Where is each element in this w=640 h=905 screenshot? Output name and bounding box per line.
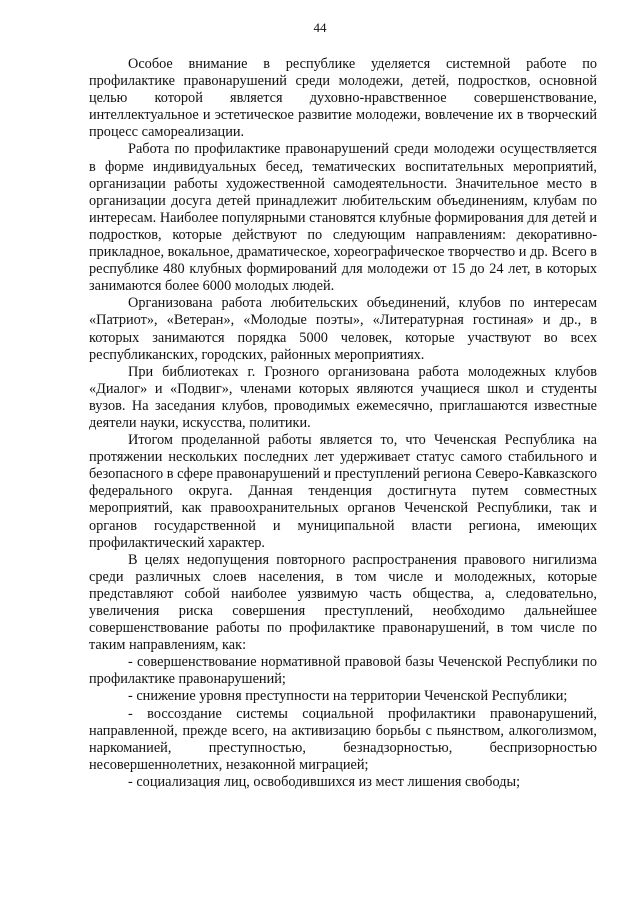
paragraph: Особое внимание в республике уделяется системной работе по профилактике правонарушений среди молодежи, детей, подростков, основной целью которой является духовно-нравственное совершенствование, интеллектуальное и эстетическое развитие молодежи, вовлечение их в творческий процесс самореализации. [89,56,597,141]
paragraph: В целях недопущения повторного распространения правового нигилизма среди различных слоев населения, в том числе и молодежных, которые представляют собой наиболее уязвимую часть общества, а, следовательно, увеличения риска совершения преступлений, необходимо дальнейшее совершенствование работы по профилактике правонарушений, в том числе по таким направлениям, как: [89,551,597,654]
paragraph: Организована работа любительских объединений, клубов по интересам «Патриот», «Ветеран», «Молодые поэты», «Литературная гостиная» и др., в которых занимаются порядка 5000 человек, которые участвуют во всех республиканских, городских, районных мероприятиях. [89,295,597,363]
paragraph: Работа по профилактике правонарушений среди молодежи осуществляется в форме индивидуальных бесед, тематических воспитательных мероприятий, организации работы художественной самодеятельности. Значительное место в организации досуга детей принадлежит любительским объединениям, клубам по интересам. Наиболее популярными становятся клубные формирования для детей и подростков, которые действуют по следующим направлениям: декоративно-прикладное, вокальное, драматическое, хореографическое творчество и др. Всего в республике 480 клубных формирований для молодежи от 15 до 24 лет, в которых занимаются более 6000 молодых людей. [89,141,597,295]
list-item: - воссоздание системы социальной профилактики правонарушений, направленной, прежде всего, на активизацию борьбы с пьянством, алкоголизмом, наркоманией, преступностью, безнадзорностью, беспризорностью несовершеннолетних, незаконной миграцией; [89,705,597,773]
document-body [89,56,597,791]
paragraph: Итогом проделанной работы является то, что Чеченская Республика на протяжении нескольких последних лет удерживает статус самого стабильного и безопасного в сфере правонарушений и преступлений региона Северо-Кавказского федерального округа. Данная тенденция достигнута путем совместных мероприятий, как правоохранительных органов Чеченской Республики, так и органов государственной и муниципальной власти региона, имеющих профилактический характер. [89,432,597,551]
page-number: 44 [313,20,327,35]
list-item: - совершенствование нормативной правовой базы Чеченской Республики по профилактике правонарушений; [89,654,597,688]
list-item: - социализация лиц, освободившихся из мест лишения свободы; [128,773,521,790]
list-item: - снижение уровня преступности на территории Чеченской Республики; [128,688,568,705]
paragraph: При библиотеках г. Грозного организована работа молодежных клубов «Диалог» и «Подвиг», членами которых являются учащиеся школ и студенты вузов. На заседания клубов, проводимых ежемесячно, приглашаются известные деятели науки, искусства, политики. [89,363,597,431]
